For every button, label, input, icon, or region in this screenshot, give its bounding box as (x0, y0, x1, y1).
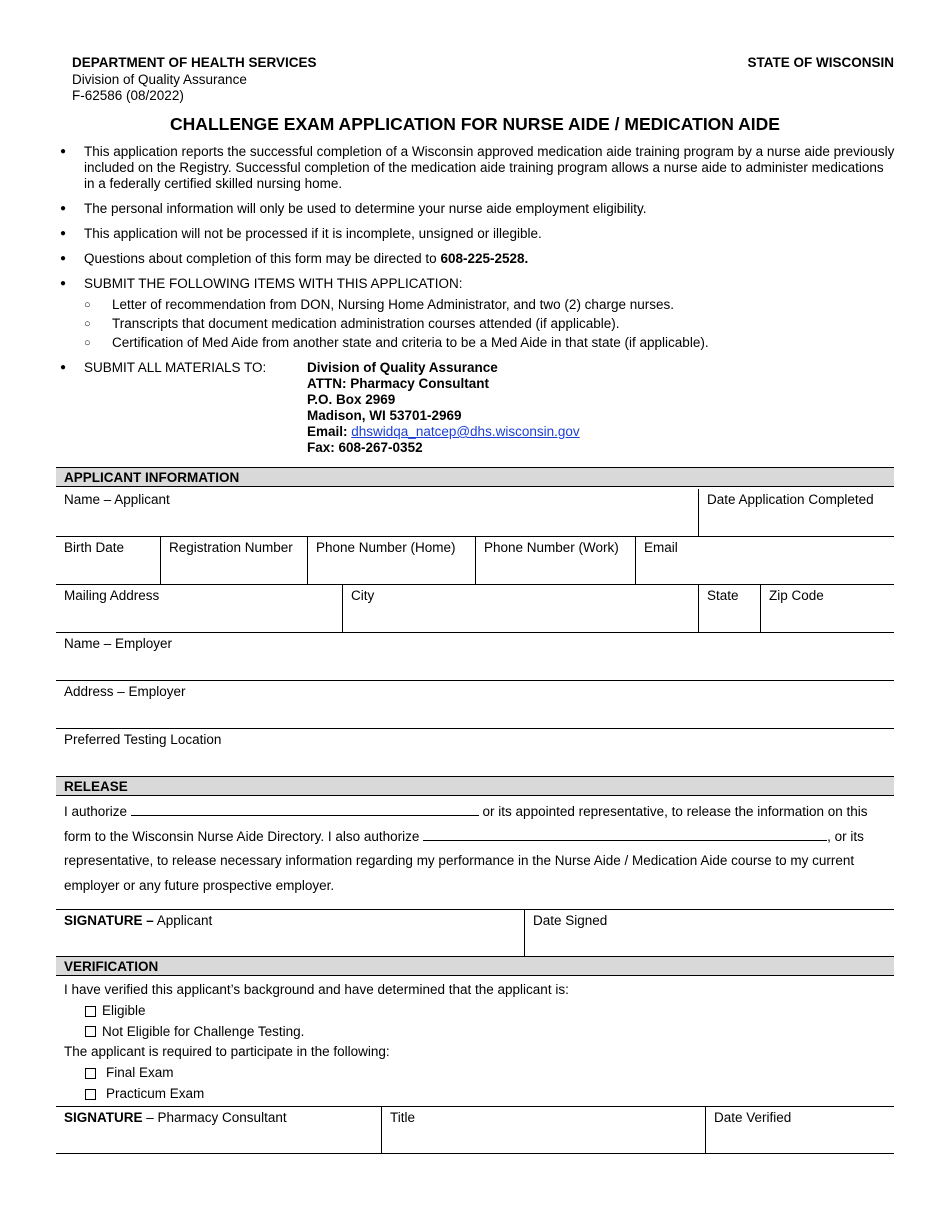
employer-name-field[interactable]: Name – Employer (64, 636, 173, 651)
address-line: Madison, WI 53701-2969 (307, 408, 462, 423)
applicant-row-2 (56, 537, 894, 585)
address-line: ATTN: Pharmacy Consultant (307, 376, 490, 391)
employer-address-field[interactable]: Address – Employer (64, 684, 186, 699)
not-eligible-option[interactable]: Not Eligible for Challenge Testing. (64, 1022, 894, 1043)
phone-home-field[interactable]: Phone Number (Home) (307, 537, 475, 584)
date-application-completed-field[interactable]: Date Application Completed (698, 489, 894, 536)
required-item: ○ Certification of Med Aide from another state and criteria to be a Med Aide in that state (if applicable). (84, 335, 896, 351)
registration-number-field[interactable]: Registration Number (160, 537, 307, 584)
email-link[interactable]: dhswidqa_natcep@dhs.wisconsin.gov (351, 424, 580, 439)
required-items-list (84, 297, 896, 351)
page-title: CHALLENGE EXAM APPLICATION FOR NURSE AIDE / MEDICATION AIDE (170, 114, 780, 134)
second-authorized-party-blank[interactable] (423, 826, 827, 841)
required-item: ○ Transcripts that document medication administration courses attended (if applicable). (84, 316, 896, 332)
instruction-item: ● SUBMIT THE FOLLOWING ITEMS WITH THIS APPLICATION: ○ Letter of recommendation from DON, Nursing Home Administrator, and two (2) charge nurses. ○ Transcripts that document medication administration courses attended (if applicable). ○ Certification of Med Aide from another state and criteria to be a Med Aide in that state (if applicable). (56, 276, 896, 351)
contact-phone: 608-225-2528. (440, 251, 529, 266)
applicant-row-6 (56, 729, 894, 777)
practicum-exam-option[interactable]: Practicum Exam (64, 1084, 894, 1105)
date-verified-field[interactable]: Date Verified (705, 1107, 894, 1154)
form-number: F-62586 (08/2022) (72, 88, 184, 103)
applicant-row-3 (56, 585, 894, 633)
final-exam-option[interactable]: Final Exam (64, 1063, 894, 1084)
release-statement: I authorize or its appointed representative, to release the information on this form to the Wisconsin Nurse Aide Directory. I also authorize , or its representative, to release necessary information regarding my performance in the Nurse Aide / Medication Aide course to my current employer or any future prospective employer. (64, 800, 894, 898)
pharmacy-consultant-signature-field[interactable]: SIGNATURE – Pharmacy Consultant (64, 1110, 287, 1125)
instruction-item: ● The personal information will only be used to determine your nurse aide employment eligibility. (56, 201, 896, 217)
division-name: Division of Quality Assurance (72, 71, 247, 87)
applicant-row-4 (56, 633, 894, 681)
verification-signature-row (56, 1106, 894, 1154)
department-name: DEPARTMENT OF HEALTH SERVICES (72, 55, 317, 70)
section-applicant-information: APPLICANT INFORMATION (56, 467, 894, 487)
header-agency (72, 55, 317, 105)
release-signature-row (56, 909, 894, 957)
preferred-testing-location-field[interactable]: Preferred Testing Location (64, 732, 222, 747)
instruction-item: ● This application reports the successful completion of a Wisconsin approved medication aide training program by a nurse aide previously included on the Registry. Successful completion of the medication aide training program allows a nurse aide to administer medications in a federally certified skilled nursing home. (56, 144, 896, 192)
instruction-item (56, 360, 896, 456)
address-line: P.O. Box 2969 (307, 392, 396, 407)
fax-number: Fax: 608-267-0352 (307, 440, 423, 455)
zip-code-field[interactable]: Zip Code (760, 585, 894, 632)
email-label: Email: (307, 424, 352, 439)
instruction-item: ● This application will not be processed if it is incomplete, unsigned or illegible. (56, 226, 896, 242)
applicant-signature-field[interactable]: SIGNATURE – Applicant (64, 913, 213, 928)
birth-date-field[interactable]: Birth Date (64, 540, 125, 555)
section-verification: VERIFICATION (56, 956, 894, 976)
not-eligible-checkbox[interactable] (85, 1026, 96, 1037)
applicant-row-5 (56, 681, 894, 729)
section-release: RELEASE (56, 776, 894, 796)
eligible-checkbox[interactable] (85, 1006, 96, 1017)
date-signed-field[interactable]: Date Signed (524, 910, 894, 957)
phone-work-field[interactable]: Phone Number (Work) (475, 537, 635, 584)
applicant-row-1 (56, 489, 894, 537)
practicum-exam-checkbox[interactable] (85, 1089, 96, 1100)
mailing-address-block (307, 360, 580, 456)
required-item: ○ Letter of recommendation from DON, Nursing Home Administrator, and two (2) charge nurses. (84, 297, 896, 313)
submit-label: ● SUBMIT ALL MATERIALS TO: (84, 360, 267, 375)
address-line: Division of Quality Assurance (307, 360, 498, 375)
city-field[interactable]: City (342, 585, 698, 632)
name-applicant-field[interactable]: Name – Applicant (64, 492, 170, 507)
email-field[interactable]: Email (635, 537, 894, 584)
mailing-address-field[interactable]: Mailing Address (64, 588, 160, 603)
state-field[interactable]: State (698, 585, 760, 632)
verification-block: I have verified this applicant’s background and have determined that the applicant is: Eligible Not Eligible for Challenge Testing. The applicant is required to participate in the following: Final Exam Practicum Exam (64, 980, 894, 1105)
title-field[interactable]: Title (381, 1107, 705, 1154)
final-exam-checkbox[interactable] (85, 1068, 96, 1079)
instructions-list (56, 144, 896, 465)
instruction-item: ● Questions about completion of this form may be directed to 608-225-2528. (56, 251, 896, 267)
authorized-party-blank[interactable] (131, 801, 479, 816)
state-name: STATE OF WISCONSIN (747, 55, 894, 70)
eligible-option[interactable]: Eligible (64, 1001, 894, 1022)
